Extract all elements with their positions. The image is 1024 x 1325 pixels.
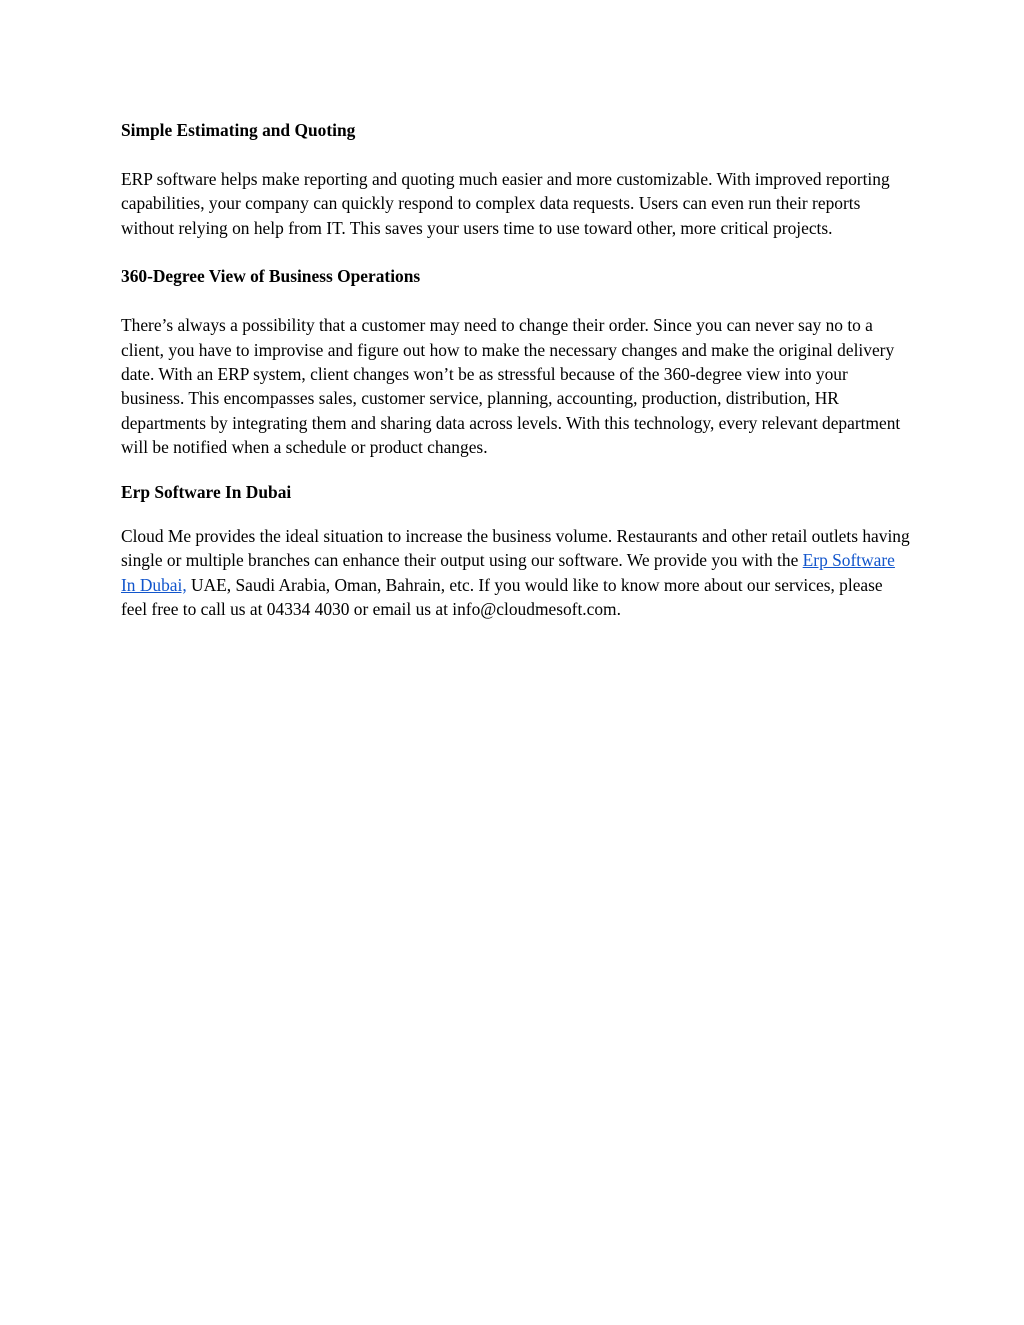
erp-software-dubai-link[interactable]: Erp Software In Dubai, (121, 550, 895, 595)
section-paragraph-estimating: ERP software helps make reporting and quoting much easier and more customizable. With improved reporting capabilities, your company can quickly respond to complex data requests. Users can even run their reports without relying on help from IT. This saves your users time to use toward other, more critical projects. (121, 168, 890, 238)
section-heading-360-view: 360-Degree View of Business Operations (121, 266, 421, 287)
paragraph-text-after-link: UAE, Saudi Arabia, Oman, Bahrain, etc. If you would like to know more about our services, please feel free to call us at 04334 4030 or email us at info@cloudmesoft.com. (121, 574, 883, 620)
paragraph-text-before-link: Cloud Me provides the ideal situation to increase the business volume. Restaurants and other retail outlets having single or multiple branches can enhance their output using our software. We provide you with the (121, 526, 910, 571)
document-body (121, 118, 911, 622)
section-paragraph-360-view: There’s always a possibility that a customer may need to change their order. Since you can never say no to a client, you have to improvise and figure out how to make the necessary changes and make the original delivery date. With an ERP system, client changes won’t be as stressful because of the 360-degree view into your business. This encompasses sales, customer service, planning, accounting, production, distribution, HR departments by integrating them and sharing data across levels. With this technology, every relevant department will be notified when a schedule or product changes. (121, 315, 901, 458)
section-heading-erp-dubai: Erp Software In Dubai (121, 481, 292, 502)
section-paragraph-erp-dubai (121, 524, 911, 622)
section-heading-estimating: Simple Estimating and Quoting (121, 120, 356, 140)
